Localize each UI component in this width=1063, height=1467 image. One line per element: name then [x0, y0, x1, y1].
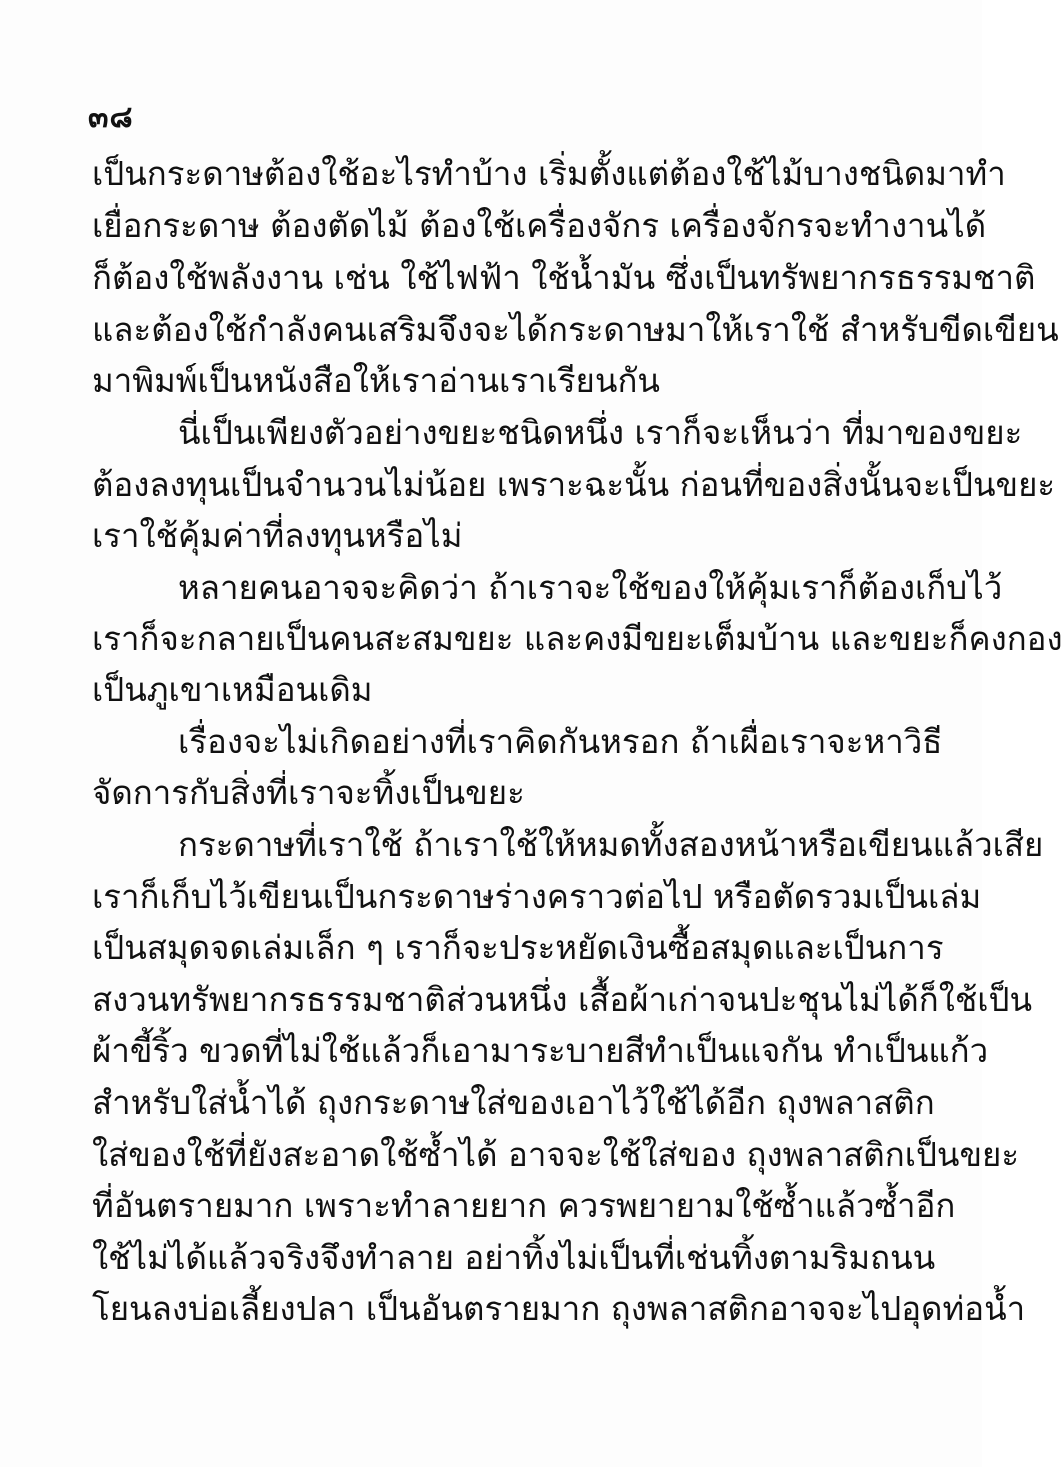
text-line: หลายคนอาจจะคิดว่า ถ้าเราจะใช้ของให้คุ้มเราก็ต้องเก็บไว้ [178, 568, 1003, 607]
text-line: เราก็เก็บไว้เขียนเป็นกระดาษร่างคราวต่อไป หรือตัดรวมเป็นเล่ม [92, 877, 982, 916]
text-line: เป็นสมุดจดเล่มเล็ก ๆ เราก็จะประหยัดเงินซื้อสมุดและเป็นการ [92, 928, 944, 967]
text-line: เยื่อกระดาษ ต้องตัดไม้ ต้องใช้เครื่องจักร เครื่องจักรจะทำงานได้ [92, 206, 987, 245]
text-line: สำหรับใส่น้ำได้ ถุงกระดาษใส่ของเอาไว้ใช้ได้อีก ถุงพลาสติก [92, 1083, 935, 1122]
text-line: มาพิมพ์เป็นหนังสือให้เราอ่านเราเรียนกัน [92, 361, 660, 400]
text-line: จัดการกับสิ่งที่เราจะทิ้งเป็นขยะ [92, 773, 525, 812]
text-line: ที่อันตรายมาก เพราะทำลายยาก ควรพยายามใช้ซ้ำแล้วซ้ำอีก [92, 1186, 956, 1225]
text-line: เราก็จะกลายเป็นคนสะสมขยะ และคงมีขยะเต็มบ้าน และขยะก็คงกอง [92, 619, 1063, 658]
text-line: เราใช้คุ้มค่าที่ลงทุนหรือไม่ [92, 516, 463, 555]
text-line: เป็นภูเขาเหมือนเดิม [92, 670, 373, 709]
text-line: กระดาษที่เราใช้ ถ้าเราใช้ให้หมดทั้งสองหน้าหรือเขียนแล้วเสีย [178, 825, 1044, 864]
text-line: ต้องลงทุนเป็นจำนวนไม่น้อย เพราะฉะนั้น ก่อนที่ของสิ่งนั้นจะเป็นขยะ [92, 465, 1056, 504]
text-line: ผ้าขี้ริ้ว ขวดที่ไม่ใช้แล้วก็เอามาระบายสีทำเป็นแจกัน ทำเป็นแก้ว [92, 1031, 989, 1070]
text-line: และต้องใช้กำลังคนเสริมจึงจะได้กระดาษมาให้เราใช้ สำหรับขีดเขียน [92, 310, 1059, 349]
text-line: ใส่ของใช้ที่ยังสะอาดใช้ซ้ำได้ อาจจะใช้ใส่ของ ถุงพลาสติกเป็นขยะ [92, 1135, 1020, 1174]
text-line: ก็ต้องใช้พลังงาน เช่น ใช้ไฟฟ้า ใช้น้ำมัน ซึ่งเป็นทรัพยากรธรรมชาติ [92, 258, 1036, 297]
text-line: ใช้ไม่ได้แล้วจริงจึงทำลาย อย่าทิ้งไม่เป็นที่เช่นทิ้งตามริมถนน [92, 1238, 936, 1277]
text-line: เป็นกระดาษต้องใช้อะไรทำบ้าง เริ่มตั้งแต่ต้องใช้ไม้บางชนิดมาทำ [92, 154, 1006, 193]
text-line: สงวนทรัพยากรธรรมชาติส่วนหนึ่ง เสื้อผ้าเก่าจนปะชุนไม่ได้ก็ใช้เป็น [92, 980, 1033, 1019]
page-number: ๓๘ [88, 100, 134, 135]
text-line: โยนลงบ่อเลี้ยงปลา เป็นอันตรายมาก ถุงพลาสติกอาจจะไปอุดท่อน้ำ [92, 1289, 1026, 1328]
text-line: เรื่องจะไม่เกิดอย่างที่เราคิดกันหรอก ถ้าเผื่อเราจะหาวิธี [178, 722, 943, 761]
text-line: นี่เป็นเพียงตัวอย่างขยะชนิดหนึ่ง เราก็จะเห็นว่า ที่มาของขยะ [178, 413, 1023, 452]
